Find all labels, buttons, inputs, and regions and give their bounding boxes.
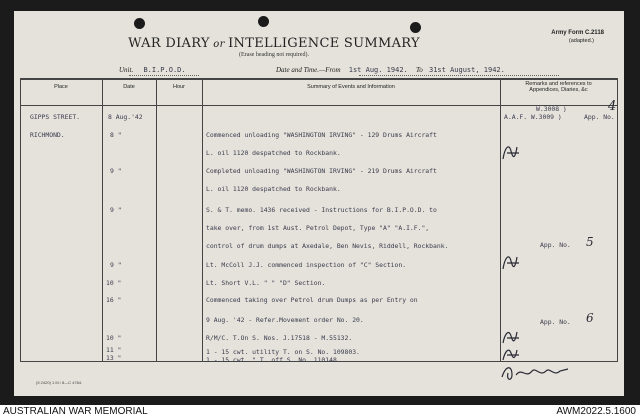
initials-mark [499, 327, 523, 347]
caption-accession-number: AWM2022.5.1600 [556, 406, 636, 417]
date-time-label: Date and Time. [276, 66, 319, 74]
table-header-rule [20, 105, 618, 106]
entry-text: Commenced taking over Petrol drum Dumps as per Entry on [206, 296, 418, 304]
from-value: 1st Aug. 1942. [348, 66, 408, 74]
entry-date: 16 " [106, 296, 122, 304]
erase-note: (Erase heading not required). [239, 52, 309, 58]
remarks-aaf-w3009: A.A.F. W.3009 ) [504, 113, 562, 121]
entry-text: Lt. McColl J.J. commenced inspection of "C" Section. [206, 261, 407, 269]
initials-mark [499, 141, 523, 163]
entry-date: 8 " [110, 131, 122, 139]
entry-date: 13 " [106, 354, 122, 362]
entry-text: 9 Aug. '42 - Refer.Movement order No. 20. [206, 316, 364, 324]
entry-text: S. & T. memo. 1436 received - Instructions for B.I.P.O.D. to [206, 206, 437, 214]
entry-text: control of drum dumps at Axedale, Ben Nevis, Riddell, Rockbank. [206, 242, 449, 250]
army-form-adapted: (adapted.) [568, 38, 594, 44]
entry-text: L. oil 1120 despatched to Rockbank. [206, 149, 341, 157]
column-rule [500, 78, 501, 362]
unit-label: Unit. [119, 66, 134, 74]
remarks-app-no: App. No. [540, 318, 571, 326]
entry-date: 10 " [106, 334, 122, 342]
entry-place: RICHMOND. [30, 131, 65, 139]
title-war-diary: WAR DIARY [128, 36, 210, 51]
punch-hole [410, 22, 421, 33]
appendix-number-5: 5 [586, 235, 594, 249]
entry-text: 1 - 15 cwt. utility T. on S. No. 109803. [206, 348, 360, 356]
form-title [14, 36, 534, 51]
unit-value: B.I.P.O.D. [143, 66, 186, 74]
column-rule [20, 78, 21, 362]
entry-date: 9 " [110, 206, 122, 214]
entry-date: 9 " [110, 261, 122, 269]
war-diary-page [14, 11, 624, 396]
caption-institution: AUSTRALIAN WAR MEMORIAL [3, 406, 148, 417]
army-form-number: Army Form C.2118 [551, 30, 604, 36]
entry-place: GIPPS STREET. [30, 113, 81, 121]
remarks-app-no: App. No. [584, 113, 615, 121]
unit-underline [129, 75, 199, 76]
table-top-rule [20, 78, 618, 80]
column-header-remarks [500, 81, 617, 93]
appendix-number-6: 6 [586, 311, 594, 325]
entry-text: Commenced unloading "WASHINGTON IRVING" - 129 Drums Aircraft [206, 131, 437, 139]
appendix-number-4: 4 [608, 99, 617, 114]
print-reference: (5 2420) 1 M / 8—C 4784. [36, 380, 83, 385]
column-rule [156, 78, 157, 362]
title-intelligence-summary: INTELLIGENCE SUMMARY [228, 36, 420, 51]
entry-text: Lt. Short V.L. " " "D" Section. [206, 279, 326, 287]
column-rule [617, 78, 618, 362]
column-header-place: Place [54, 84, 68, 90]
column-header-summary: Summary of Events and Information [307, 84, 395, 90]
date-time-field: Date and Time.—From 1st Aug. 1942. To 31st August, 1942. [276, 66, 505, 74]
remarks-header-line-1: Remarks and references to [525, 81, 592, 87]
unit-field [119, 66, 186, 74]
entry-date: 10 " [106, 279, 122, 287]
to-label: To [416, 66, 423, 74]
to-value: 31st August, 1942. [429, 66, 505, 74]
title-or: or [209, 39, 229, 50]
entry-text: 1 - 15 cwt. " T. off S. No. 110148. [206, 356, 341, 364]
remarks-header-line-2: Appendices, Diaries, &c [529, 87, 588, 93]
remarks-app-no: App. No. [540, 241, 571, 249]
column-rule [202, 78, 203, 362]
entry-text: L. oil 1120 despatched to Rockbank. [206, 185, 341, 193]
signature [498, 361, 578, 383]
entry-text: take over, from 1st Aust. Petrol Depot, Type "A" "A.I.F.", [206, 224, 430, 232]
entry-date: 8 Aug.'42 [108, 113, 143, 121]
column-header-date: Date [123, 84, 135, 90]
entry-text: Completed unloading "WASHINGTON IRVING" - 219 Drums Aircraft [206, 167, 437, 175]
from-label: From [325, 66, 341, 74]
entry-date: 11 " [106, 346, 122, 354]
entry-date: 9 " [110, 167, 122, 175]
punch-hole [134, 18, 145, 29]
remarks-w3008: W.3008 ) [536, 105, 567, 113]
initials-mark [499, 251, 523, 273]
date-underline [359, 75, 559, 76]
entry-text: R/M/C. T.On S. Nos. J.17518 - M.55132. [206, 334, 353, 342]
punch-hole [258, 16, 269, 27]
column-rule [102, 78, 103, 362]
column-header-hour: Hour [173, 84, 185, 90]
